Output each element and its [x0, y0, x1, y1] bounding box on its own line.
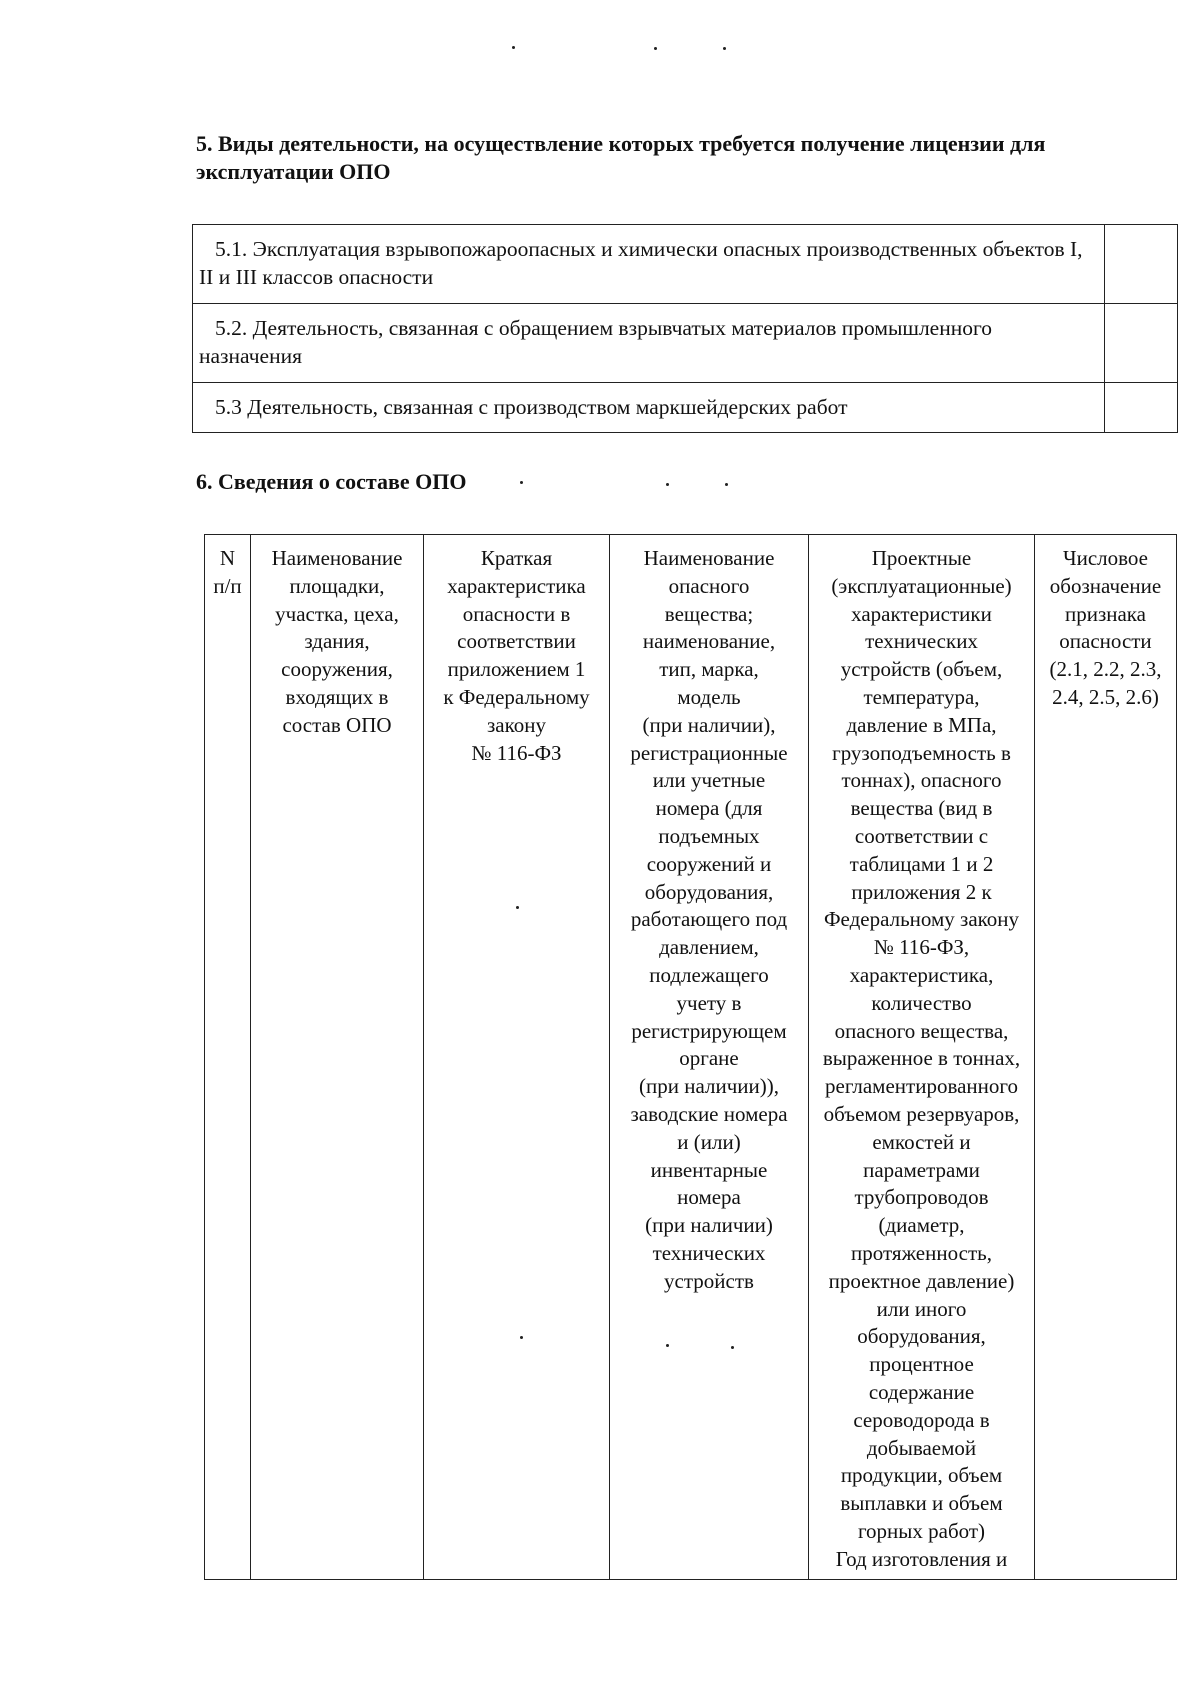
activity-label: 5.1. Эксплуатация взрывопожароопасных и химически опасных производственных объектов I, II и III классов опасности [199, 237, 1083, 289]
activity-text [193, 304, 1105, 383]
column-header-hazard-code: Числовое обозначение признака опасности (2.1, 2.2, 2.3, 2.4, 2.5, 2.6) [1035, 535, 1177, 1580]
activity-label: 5.2. Деятельность, связанная с обращением взрывчатых материалов промышленного назначения [199, 316, 993, 368]
column-header-number: N п/п [205, 535, 251, 1580]
scan-speck [654, 47, 657, 50]
scan-speck [512, 46, 515, 49]
scan-speck [666, 483, 669, 486]
activity-label: 5.3 Деятельность, связанная с производством маркшейдерских работ [215, 395, 848, 419]
column-header-design-characteristics: Проектные (эксплуатационные) характеристики технических устройств (объем, температура, давление в МПа, грузоподъемность в тоннах), опасного вещества (вид в соответствии с таблицами 1 и 2 приложения 2 к Федеральному закону № 116-ФЗ, характеристика, количество опасного вещества, выраженное в тоннах, регламентированного объемом резервуаров, емкостей и параметрами трубопроводов (диаметр, протяженность, проектное давление) или иного оборудования, процентное содержание сероводорода в добываемой продукции, объем выплавки и объем горных работ) Год изготовления и [809, 535, 1035, 1580]
scan-speck [725, 483, 728, 486]
section5-heading: 5. Виды деятельности, на осуществление которых требуется получение лицензии для эксплуатации ОПО [196, 131, 1046, 184]
section6-heading: 6. Сведения о составе ОПО [196, 469, 467, 494]
column-header-substance-and-device-name: Наименование опасного вещества; наименование, тип, марка, модель (при наличии), регистрационные или учетные номера (для подъемных сооружений и оборудования, работающего под давлением, подлежащего учету в регистрирующем органе (при наличии)), заводские номера и (или) инвентарные номера (при наличии) технических устройств [610, 535, 809, 1580]
table-row [193, 383, 1178, 433]
opo-composition-table [204, 534, 1177, 1580]
table-header-row [205, 535, 1177, 1580]
scan-speck [520, 481, 523, 484]
license-activities-table [192, 224, 1178, 433]
column-header-hazard-characteristic: Краткая характеристика опасности в соответствии приложением 1 к Федеральному закону № 116-ФЗ [424, 535, 610, 1580]
column-header-site-name: Наименование площадки, участка, цеха, здания, сооружения, входящих в состав ОПО [251, 535, 424, 1580]
scan-speck [723, 47, 726, 50]
activity-checkbox-cell[interactable] [1105, 304, 1178, 383]
table-row [193, 304, 1178, 383]
activity-checkbox-cell[interactable] [1105, 225, 1178, 304]
table-row [193, 225, 1178, 304]
activity-checkbox-cell[interactable] [1105, 383, 1178, 433]
activity-text [193, 225, 1105, 304]
activity-text [193, 383, 1105, 433]
